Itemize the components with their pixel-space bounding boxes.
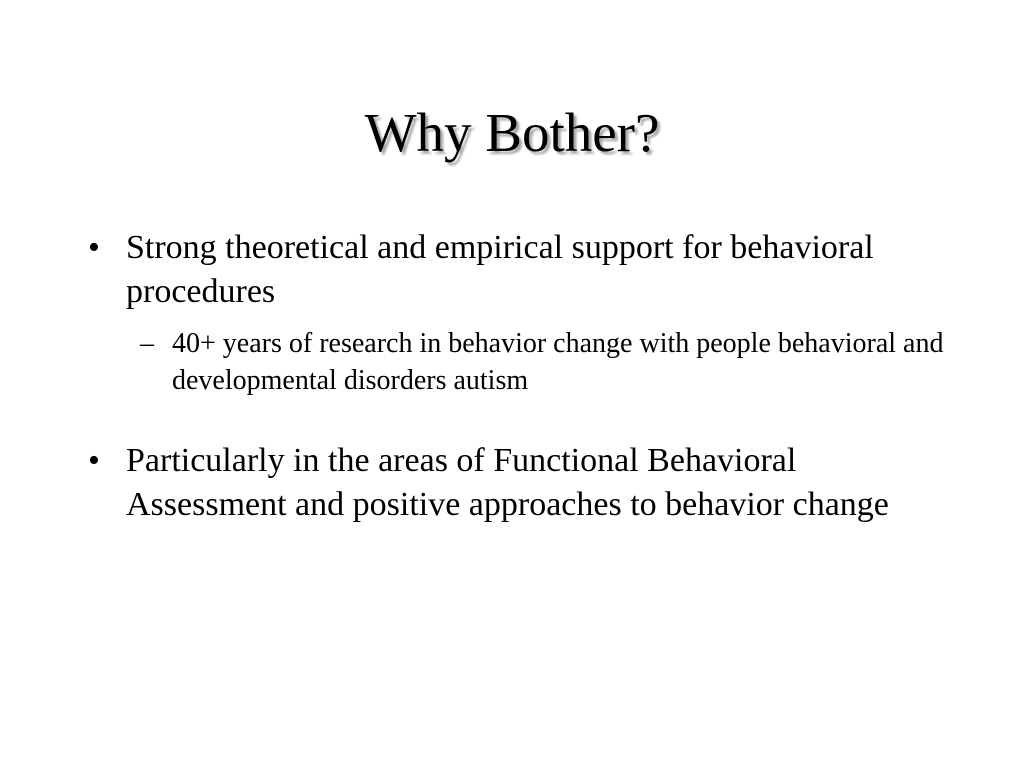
sub-bullet-text: 40+ years of research in behavior change with people behavioral and developmental disorders autism (172, 328, 944, 396)
bullet-text: Strong theoretical and empirical support for behavioral procedures (126, 229, 874, 310)
bullet-marker: • (88, 442, 100, 479)
bullet-item (88, 226, 948, 314)
sub-bullet-marker: – (140, 328, 154, 359)
bullet-text: Particularly in the areas of Functional Behavioral Assessment and positive approaches to behavior change (126, 442, 889, 523)
spacer (88, 399, 948, 439)
slide-title: Why Bother? (364, 102, 660, 163)
bullet-marker: • (88, 229, 100, 266)
bullet-item (88, 439, 948, 527)
sub-bullet-item (88, 325, 948, 399)
slide-body (88, 226, 948, 527)
